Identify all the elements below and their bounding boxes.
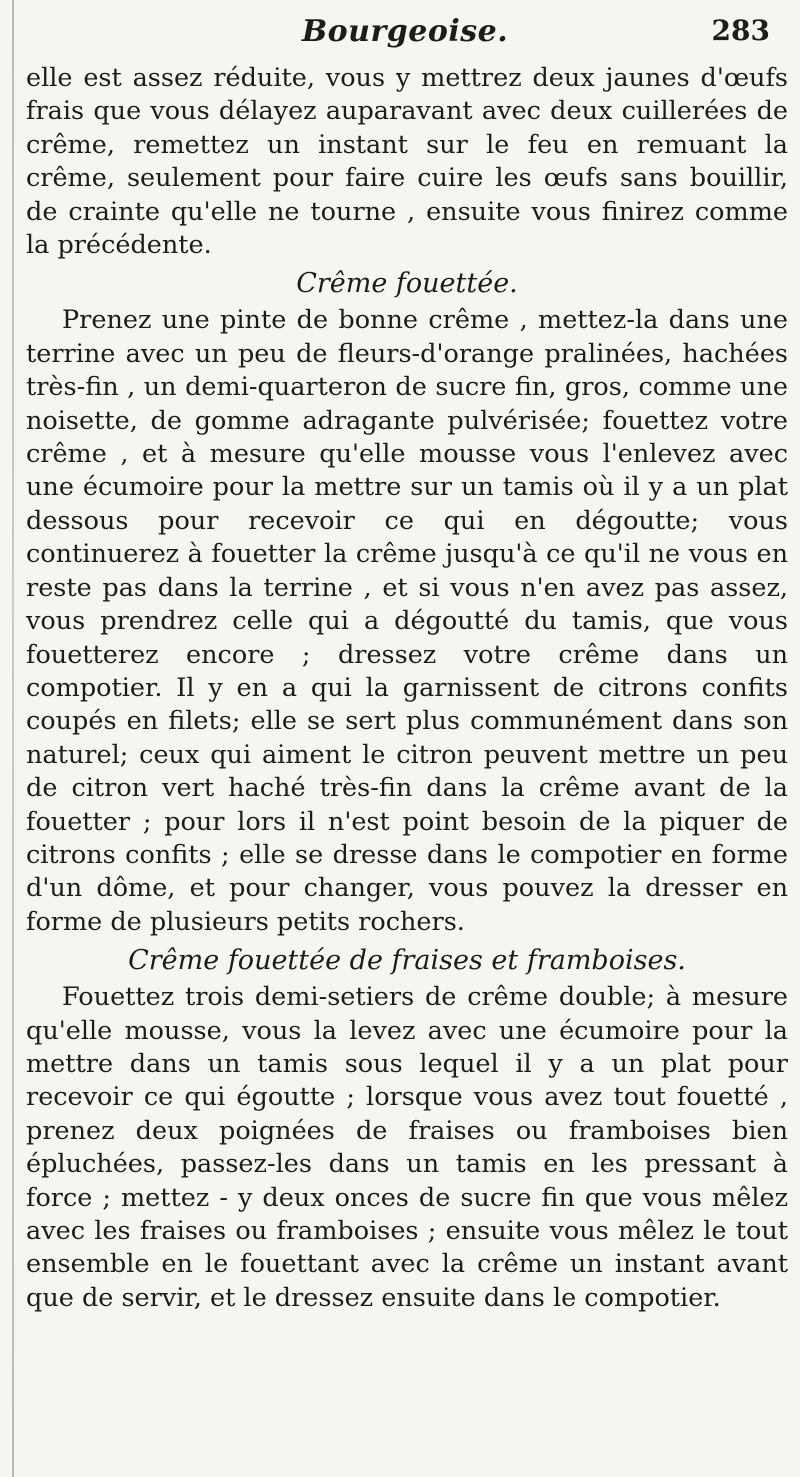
paragraph-creme-fouettee: Prenez une pinte de bonne crême , mettez-la dans une terrine avec un peu de fleurs-d'orange pralinées, hachées très-fin , un demi-quarteron de sucre fin, gros, comme une noisette, de gomme adragante pulvérisée; fouettez votre crême , et à mesure qu'elle mousse vous l'enlevez avec une écumoire pour la mettre sur un tamis où il y a un plat dessous pour recevoir ce qui en dégoutte; vous continuerez à fouetter la crême jusqu'à ce qu'il ne vous en reste pas dans la terrine , et si vous n'en avez pas assez, vous prendrez celle qui a dégoutté du tamis, que vous fouetterez encore ; dressez votre crême dans un compotier. Il y en a qui la garnissent de citrons confits coupés en filets; elle se sert plus communément dans son naturel; ceux qui aiment le citron peuvent mettre un peu de citron vert haché très-fin dans la crême avant de la fouetter ; pour lors il n'est point besoin de la piquer de citrons confits ; elle se dresse dans le compotier en forme d'un dôme, et pour changer, vous pouvez la dresser en forme de plusieurs petits rochers. <box>26 305 788 937</box>
paragraph-fraises-framboises: Fouettez trois demi-setiers de crême double; à mesure qu'elle mousse, vous la levez avec une écumoire pour la mettre dans un tamis sous lequel il y a un plat pour recevoir ce qui égoutte ; lorsque vous avez tout fouetté , prenez deux poignées de fraises ou framboises bien épluchées, passez-les dans un tamis en les pressant à force ; mettez - y deux onces de sucre fin que vous mêlez avec les fraises ou framboises ; ensuite vous mêlez le tout ensemble en le fouettant avec la crême un instant avant que de servir, et le dressez ensuite dans le compotier. <box>26 982 788 1313</box>
running-head: Bourgeoise. <box>301 14 509 49</box>
section-heading-creme-fouettee: Crême fouettée. <box>296 268 518 300</box>
paragraph-continuation: elle est assez réduite, vous y mettrez deux jaunes d'œufs frais que vous délayez auparavant avec deux cuillerées de crême, remettez un instant sur le feu en remuant la crême, seulement pour faire cuire les œufs sans bouillir, de crainte qu'elle ne tourne , ensuite vous finirez comme la précédente. <box>26 63 788 261</box>
page-header <box>30 14 780 58</box>
page-gutter-edge <box>12 0 14 1477</box>
page-body <box>26 62 788 1315</box>
page-number: 283 <box>711 14 770 47</box>
section-heading-fraises-framboises: Crême fouettée de fraises et framboises. <box>128 945 686 977</box>
